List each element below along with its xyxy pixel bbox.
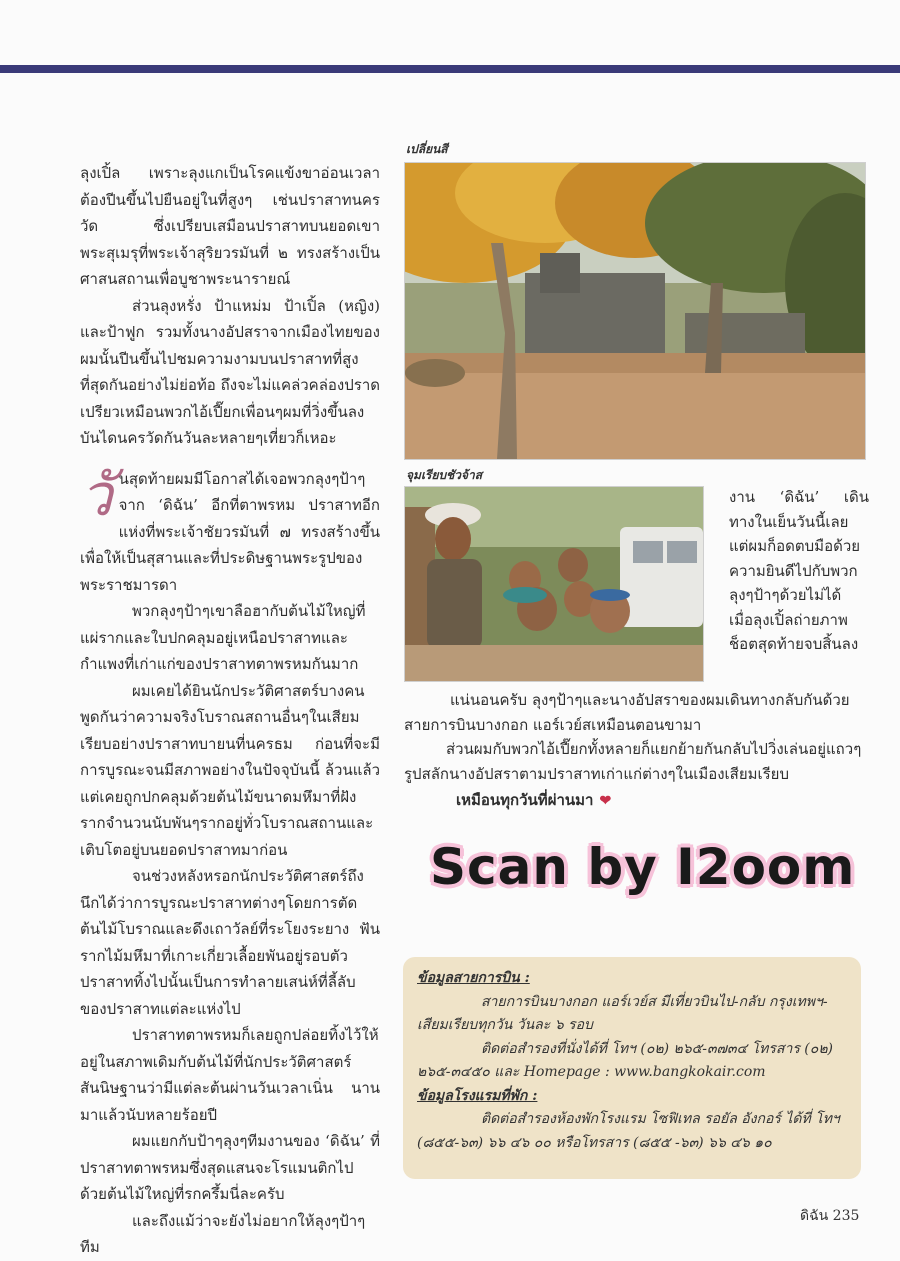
scan-watermark: Scan by I2oom <box>430 838 856 896</box>
airline-heading: ข้อมูลสายการบิน : <box>417 970 530 986</box>
paragraph-2: ส่วนลุงหรั่ง ป้าแหม่ม ป้าเปิ้ล (หญิง) และป้าฟูก รวมทั้งนางอัปสราจากเมืองไทยของผมนั้นปีนขึ้นไปชมความงามบนปราสาทที่สูงที่สุดกันอย่างไม่ย่อท้อ ถึงจะไม่แคล่วคล่องปราดเปรียวเหมือนพวกไอ้เปี๊ยกเพื่อนๆผมที่วิ่งขึ้นลงบันไดนครวัดกันวันละหลายๆเที่ยวก็เหอะ <box>80 296 380 447</box>
paragraph-right-side: งาน ‘ดิฉัน’ เดินทางในเย็นวันนี้เลย แต่ผมก็อดตบมือด้วยความยินดีไปกับพวกลุงๆป้าๆด้วยไม่ได้ เมื่อลุงเปิ้ลถ่ายภาพช็อตสุดท้ายจบสิ้นลง <box>729 488 869 653</box>
right-column-text <box>404 688 866 814</box>
magazine-name: ดิฉัน <box>800 1208 829 1224</box>
photo-caption-temple: เปลี่ยนสี <box>406 142 448 156</box>
paragraph-right-1: แน่นอนครับ ลุงๆป้าๆและนางอัปสราของผมเดินทางกลับกันด้วยสายการบินบางกอก แอร์เวย์สเหมือนตอนขามา <box>404 691 850 734</box>
paragraph-9: และถึงแม้ว่าจะยังไม่อยากให้ลุงๆป้าๆทีม <box>80 1211 366 1256</box>
paragraph-3-text: นสุดท้ายผมมีโอกาสได้เจอพวกลุงๆป้าๆ จาก ‘ดิฉัน’ อีกที่ตาพรหม ปราสาทอีกแห่งที่พระเจ้าชัยวรมันที่ ๗ ทรงสร้างขึ้นเพื่อให้เป็นสุสานและที่ประดิษฐานพระรูปของพระราชมารดา <box>80 469 380 594</box>
paragraph-right-2: ส่วนผมกับพวกไอ้เปี๊ยกทั้งหลายก็แยกย้ายกันกลับไปวิ่งเล่นอยู่แถวๆรูปสลักนางอัปสราตามปราสาทเก่าแก่ต่างๆในเมืองเสียมเรียบ <box>404 740 862 783</box>
airline-info-2: ติดต่อสำรองที่นั่งได้ที่ โทฯ (๐๒) ๒๖๕-๓๗๓๔ โทรสาร (๐๒) ๒๖๕-๓๔๕๐ และ Homepage : www.bangkokair.com <box>417 1040 834 1080</box>
paragraph-5: ผมเคยได้ยินนักประวัติศาสตร์บางคนพูดกันว่าความจริงโบราณสถานอื่นๆในเสียมเรียบอย่างปราสาทบายนที่นครธม ก่อนที่จะมีการบูรณะจนมีสภาพอย่างในปัจจุบันนี้ ล้วนแล้วแต่เคยถูกปกคลุมด้วยต้นไม้ขนาดมหึมาที่ฝังรากจำนวนนับพันๆรากอยู่ทั่วโบราณสถานและเติบโตอยู่บนยอดปราสาทมาก่อน <box>80 681 380 859</box>
paragraph-7: ปราสาทตาพรหมก็เลยถูกปล่อยทิ้งไว้ให้อยู่ในสภาพเดิมกับต้นไม้ที่นักประวัติศาสตร์สันนิษฐานว่ามีแต่ละต้นผ่านวันเวลาเนิ่น นานมาแล้วนับหลายร้อยปี <box>80 1026 380 1124</box>
photo-children <box>404 486 704 682</box>
closing-text: เหมือนทุกวันที่ผ่านมา <box>456 791 594 809</box>
hotel-heading: ข้อมูลโรงแรมที่พัก : <box>417 1087 538 1104</box>
drop-cap: วั <box>80 460 113 529</box>
lips-icon: ❤ <box>599 793 612 809</box>
paragraph-3 <box>80 460 380 599</box>
hotel-info: ติดต่อสำรองห้องพักโรงแรม โซฟิเทล รอยัล อังกอร์ ได้ที่ โทฯ (๘๕๕-๖๓) ๖๖ ๔๖ ๐๐ หรือโทรสาร (๘๕๕ -๖๓) ๖๖ ๔๖ ๑๐ <box>417 1111 840 1151</box>
paragraph-1: ลุงเปิ้ล เพราะลุงแกเป็นโรคแข้งขาอ่อนเวลาต้องปีนขึ้นไปยืนอยู่ในที่สูงๆ เช่นปราสาทนครวัด ซึ่งเปรียบเสมือนปราสาทบนยอดเขาพระสุเมรุที่พระเจ้าสุริยวรมันที่ ๒ ทรงสร้างเป็นศาสนสถานเพื่อบูชาพระนารายณ์ <box>80 164 380 288</box>
photo-temple-trees <box>404 162 866 460</box>
right-side-text <box>729 485 869 657</box>
page-number: 235 <box>832 1208 860 1224</box>
paragraph-8: ผมแยกกับป้าๆลุงๆทีมงานของ ‘ดิฉัน’ ที่ปราสาทตาพรหมซึ่งสุดแสนจะโรแมนติกไปด้วยต้นไม้ใหญ่ที่รกครึ้มนี่ละครับ <box>80 1132 380 1203</box>
paragraph-6: จนช่วงหลังหรอกนักประวัติศาสตร์ถึงนึกได้ว่าการบูรณะปราสาทต่างๆโดยการตัดต้นไม้โบราณและดึงเถาวัลย์ที่ระโยงระยาง ฟันรากไม้มหึมาที่เกาะเกี่ยวเลื้อยพันอยู่รอบตัวปราสาททิ้งไปนั้นเป็นการทำลายเสน่ห์ที่ลี้ลับของปราสาทแต่ละแห่งไป <box>80 867 380 1018</box>
paragraph-4: พวกลุงๆป้าๆเขาลือฮากับต้นไม้ใหญ่ที่แผ่รากและใบปกคลุมอยู่เหนือปราสาทและกำแพงที่เก่าแก่ของปราสาทตาพรหมกันมาก <box>80 602 366 673</box>
travel-info-box <box>403 957 861 1179</box>
closing-line <box>404 788 866 814</box>
airline-info-1: สายการบินบางกอก แอร์เวย์ส มีเที่ยวบินไป-กลับ กรุงเทพฯ-เสียมเรียบทุกวัน วันละ ๖ รอบ <box>417 993 828 1033</box>
left-column <box>80 160 380 1261</box>
page-footer <box>800 1205 859 1227</box>
photo-caption-children: จุมเรียบชัวจ้าส <box>406 468 483 482</box>
header-rule <box>0 65 900 73</box>
